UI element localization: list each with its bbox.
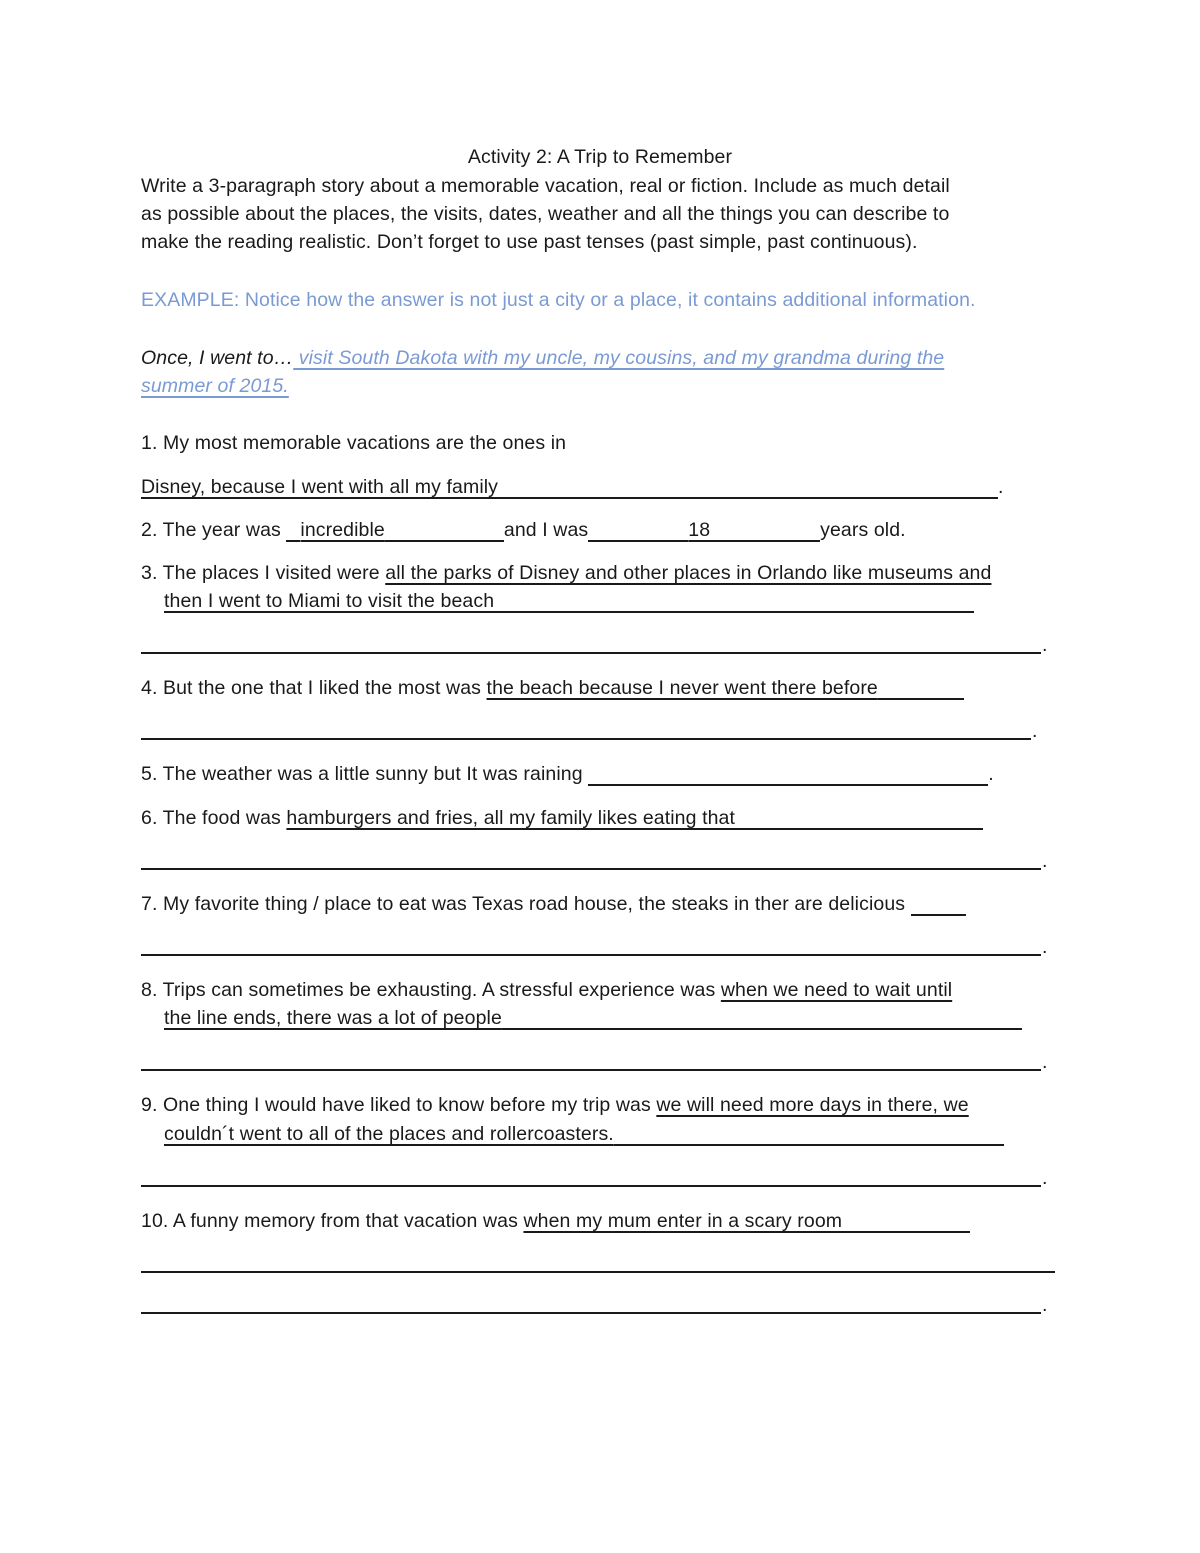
answer-blank — [588, 540, 688, 542]
answer-line — [141, 738, 1031, 740]
answer-line — [141, 954, 1041, 956]
question-3-prompt: 3. The places I visited were — [141, 562, 386, 584]
answer-blank — [502, 1028, 1022, 1030]
question-6-row — [141, 805, 983, 831]
question-8-answer-2[interactable]: the line ends, there was a lot of people — [164, 1007, 502, 1029]
question-10-prompt: 10. A funny memory from that vacation was — [141, 1210, 524, 1232]
period: . — [1042, 1167, 1048, 1189]
period: . — [1042, 634, 1048, 656]
example-prompt: Once, I went to… — [141, 347, 294, 369]
instructions-line-3: make the reading realistic. Don’t forget to use past tenses (past simple, past continuous). — [141, 231, 918, 253]
example-note: EXAMPLE: Notice how the answer is not just a city or a place, it contains additional information. — [141, 289, 976, 311]
period: . — [1042, 1294, 1048, 1316]
answer-blank — [385, 540, 504, 542]
question-1-prompt: 1. My most memorable vacations are the ones in — [141, 432, 567, 454]
period: . — [998, 476, 1004, 498]
example-answer-2: summer of 2015. — [141, 375, 289, 397]
question-8-prompt: 8. Trips can sometimes be exhausting. A stressful experience was — [141, 979, 721, 1001]
answer-blank — [842, 1231, 970, 1233]
question-9-answer-2[interactable]: couldn´t went to all of the places and rollercoasters. — [164, 1123, 614, 1145]
question-7-row — [141, 891, 966, 917]
answer-line — [141, 1069, 1041, 1071]
example-line-1 — [141, 345, 944, 371]
question-9-row — [141, 1092, 969, 1118]
answer-blank — [614, 1144, 1004, 1146]
question-2-age-answer[interactable]: 18 — [688, 519, 711, 541]
answer-blank — [588, 784, 988, 786]
period: . — [1032, 720, 1038, 742]
period: . — [1042, 936, 1048, 958]
answer-line — [141, 868, 1041, 870]
question-5-prompt: 5. The weather was a little sunny but It was raining — [141, 763, 589, 785]
answer-blank — [494, 611, 974, 613]
answer-line — [141, 1271, 1055, 1273]
question-1-answer[interactable]: Disney, because I went with all my family — [141, 476, 499, 498]
question-8-row — [141, 977, 952, 1003]
question-7-prompt: 7. My favorite thing / place to eat was Texas road house, the steaks in ther are delicious — [141, 893, 911, 915]
question-4-row — [141, 675, 964, 701]
question-8-answer-1[interactable]: when we need to wait until — [720, 979, 953, 1001]
question-6-answer[interactable]: hamburgers and fries, all my family likes eating that — [286, 807, 735, 829]
question-4-prompt: 4. But the one that I liked the most was — [141, 677, 487, 699]
instructions-line-1: Write a 3-paragraph story about a memorable vacation, real or fiction. Include as much detail — [141, 175, 950, 197]
question-9-row-2 — [164, 1121, 1004, 1147]
period: . — [1042, 850, 1048, 872]
question-2-row — [141, 517, 906, 543]
answer-blank — [286, 540, 300, 542]
answer-blank — [710, 540, 820, 542]
instructions-line-2: as possible about the places, the visits, dates, weather and all the things you can describe to — [141, 203, 950, 225]
question-3-answer-2[interactable]: then I went to Miami to visit the beach — [164, 590, 495, 612]
question-9-prompt: 9. One thing I would have liked to know before my trip was — [141, 1094, 657, 1116]
question-2-middle: and I was — [503, 519, 589, 541]
question-2-end: years old. — [820, 519, 906, 541]
answer-line — [141, 652, 1041, 654]
answer-blank — [878, 698, 964, 700]
answer-blank — [498, 497, 998, 499]
answer-line — [141, 1312, 1041, 1314]
question-2-prompt: 2. The year was — [141, 519, 287, 541]
question-10-answer[interactable]: when my mum enter in a scary room — [523, 1210, 843, 1232]
example-answer-1: visit South Dakota with my uncle, my cousins, and my grandma during the — [293, 347, 945, 369]
page-title: Activity 2: A Trip to Remember — [467, 146, 733, 168]
period: . — [1042, 1051, 1048, 1073]
period: . — [988, 763, 994, 785]
question-1-answer-row — [141, 474, 1004, 500]
question-6-prompt: 6. The food was — [141, 807, 287, 829]
question-8-row-2 — [164, 1005, 1022, 1031]
question-3-row — [141, 560, 991, 586]
question-5-row — [141, 761, 994, 787]
question-10-row — [141, 1208, 970, 1234]
question-4-answer[interactable]: the beach because I never went there before — [486, 677, 878, 699]
answer-line — [141, 1185, 1041, 1187]
answer-blank — [735, 828, 983, 830]
question-9-answer-1[interactable]: we will need more days in there, we — [656, 1094, 969, 1116]
question-3-answer-1[interactable]: all the parks of Disney and other places in Orlando like museums and — [385, 562, 992, 584]
answer-blank — [911, 914, 966, 916]
question-2-year-answer[interactable]: incredible — [300, 519, 385, 541]
question-3-row-2 — [164, 588, 974, 614]
